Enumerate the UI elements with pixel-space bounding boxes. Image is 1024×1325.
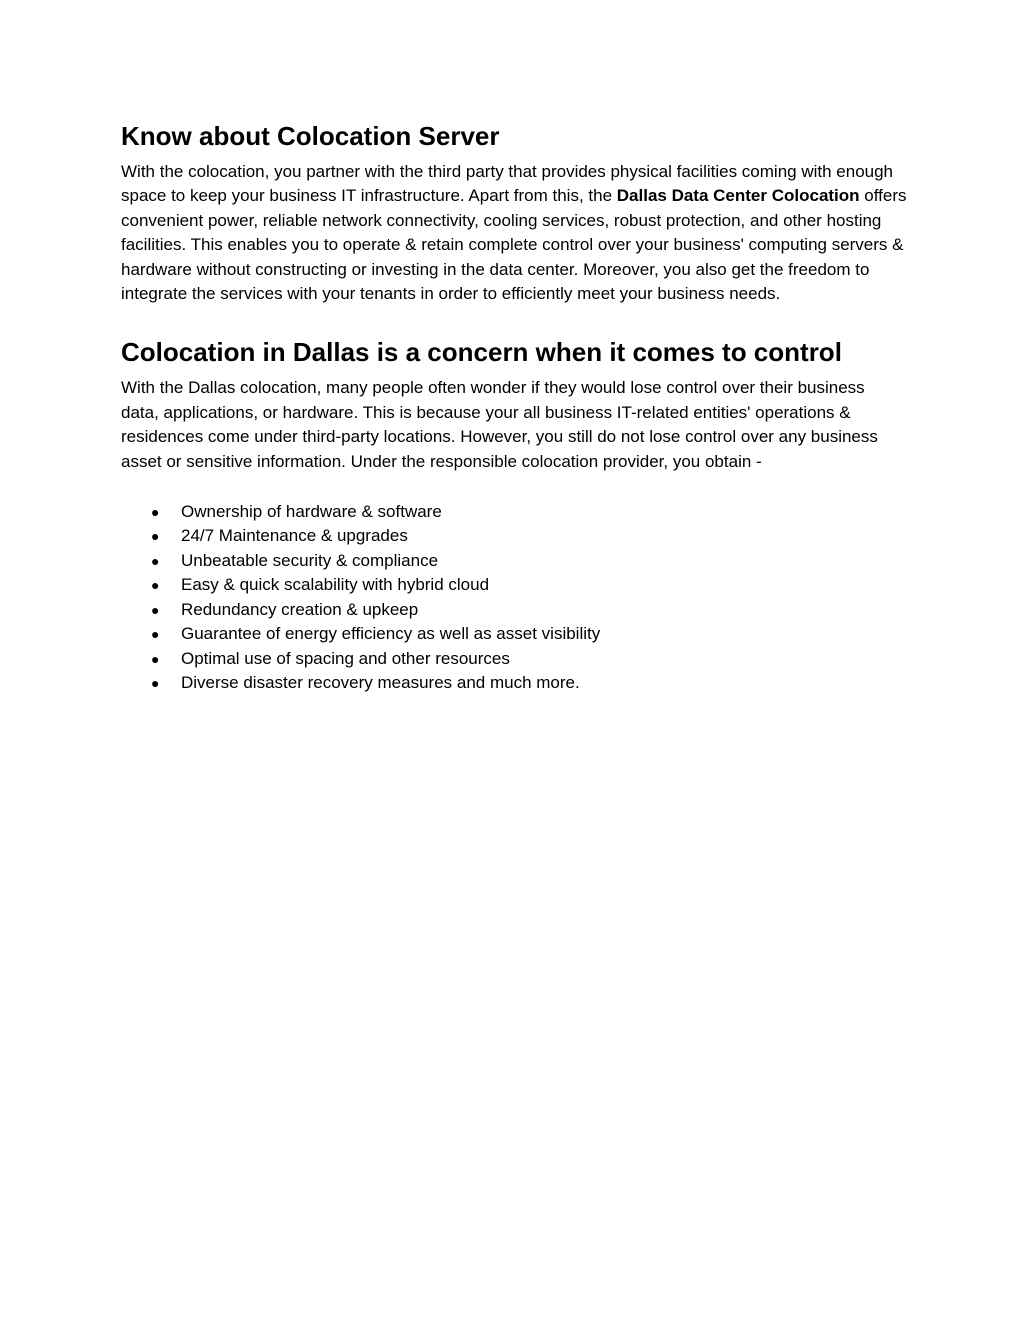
- list-item-text: 24/7 Maintenance & upgrades: [181, 526, 408, 546]
- section-control-concern: [121, 334, 907, 695]
- list-item-text: Guarantee of energy efficiency as well as asset visibility: [181, 624, 601, 644]
- section-heading: Colocation in Dallas is a concern when it comes to control: [121, 337, 842, 368]
- list-item: [121, 573, 907, 597]
- document-page: [121, 118, 907, 695]
- list-item: [121, 622, 907, 646]
- bullet-icon: ●: [151, 601, 160, 618]
- list-item: [121, 524, 907, 548]
- bullet-icon: ●: [151, 577, 160, 594]
- bold-phrase: Dallas Data Center Colocation: [616, 186, 860, 206]
- section-colocation-server: [121, 118, 907, 306]
- list-item: [121, 549, 907, 573]
- list-item-text: Unbeatable security & compliance: [181, 550, 439, 570]
- list-item-text: Diverse disaster recovery measures and much more.: [181, 672, 580, 692]
- paragraph-text: With the colocation, you partner with the third party that provides physical facilities coming with enough space to keep your business IT infrastructure. Apart from this, the: [121, 162, 894, 206]
- section-paragraph: With the Dallas colocation, many people often wonder if they would lose control over their business data, applications, or hardware. This is because your all business IT-related entities' operations & residences come under third-party locations. However, you still do not lose control over any business asset or sensitive information. Under the responsible colocation provider, you obtain -: [121, 378, 878, 471]
- bullet-icon: ●: [151, 626, 160, 643]
- section-paragraph: [121, 160, 907, 306]
- list-item-text: Easy & quick scalability with hybrid cloud: [181, 575, 490, 595]
- benefits-list: [121, 500, 907, 695]
- bullet-icon: ●: [151, 504, 160, 521]
- bullet-icon: ●: [151, 650, 160, 667]
- bullet-icon: ●: [151, 552, 160, 569]
- bullet-icon: ●: [151, 674, 160, 691]
- list-item-text: Redundancy creation & upkeep: [181, 599, 419, 619]
- paragraph-text: offers convenient power, reliable network connectivity, cooling services, robust protection, and other hosting facilities. This enables you to operate & retain complete control over your business' computing servers & hardware without constructing or investing in the data center. Moreover, you also get the freedom to integrate the services with your tenants in order to efficiently meet your business needs.: [121, 186, 907, 304]
- section-heading: Know about Colocation Server: [121, 121, 500, 151]
- list-item-text: Ownership of hardware & software: [181, 502, 442, 522]
- list-item: [121, 500, 907, 524]
- list-item-text: Optimal use of spacing and other resources: [181, 648, 510, 668]
- list-item: [121, 671, 907, 695]
- bullet-icon: ●: [151, 528, 160, 545]
- list-item: [121, 598, 907, 622]
- list-item: [121, 647, 907, 671]
